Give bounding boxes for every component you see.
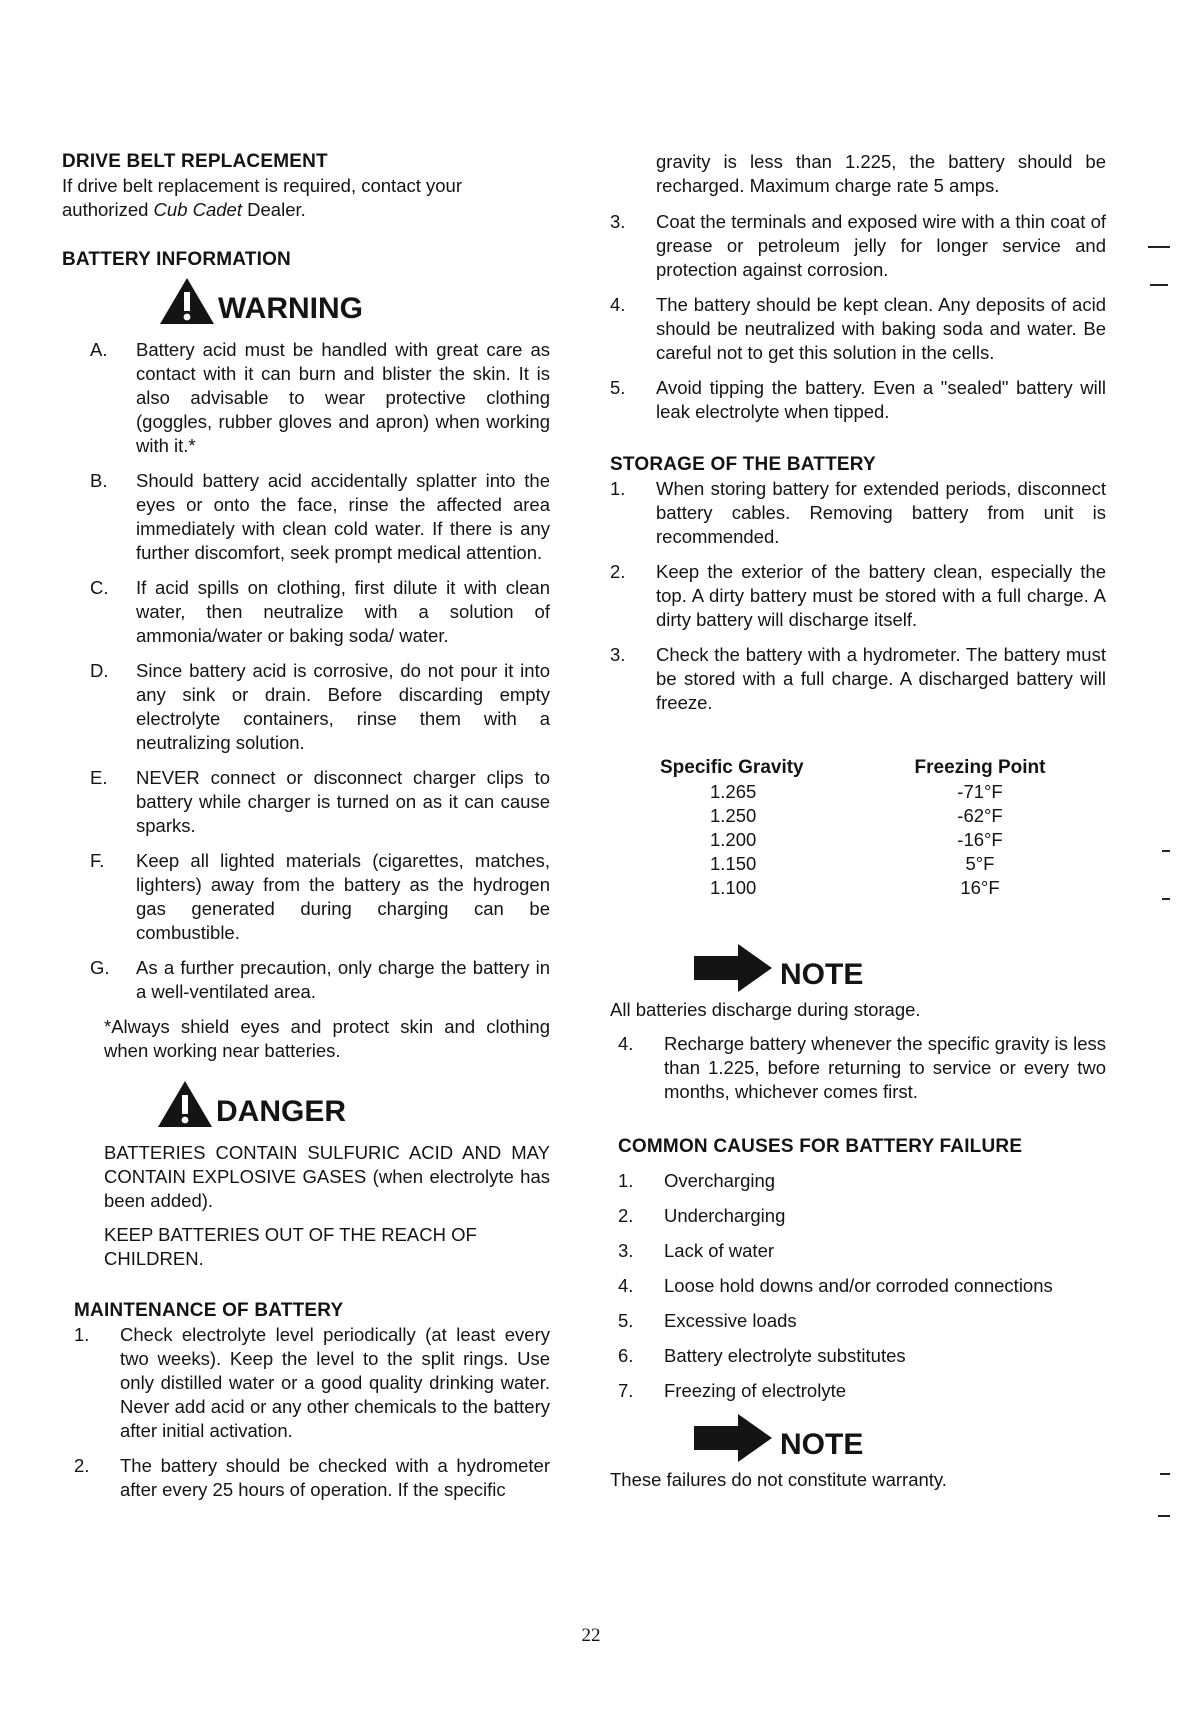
list-item <box>90 766 550 838</box>
freezing-point-cell: -62°F <box>957 805 1003 826</box>
list-text: Avoid tipping the battery. Even a "sealed" battery will leak electrolyte when tipped. <box>656 377 1106 422</box>
list-item <box>610 477 1106 549</box>
list-text: Recharge battery whenever the specific gravity is less than 1.225, before returning to service or every two months, whichever comes first. <box>664 1033 1106 1102</box>
list-item <box>90 956 550 1004</box>
list-item <box>610 560 1106 632</box>
list-text: Excessive loads <box>664 1310 797 1331</box>
list-text: Overcharging <box>664 1170 776 1191</box>
list-text: Coat the terminals and exposed wire with a thin coat of grease or petroleum jelly for longer service and protection against corrosion. <box>656 211 1106 280</box>
left-column <box>62 150 550 1513</box>
failure-list <box>618 1169 1106 1403</box>
table-row <box>660 876 1050 900</box>
list-marker: C. <box>90 577 109 598</box>
list-text: The battery should be kept clean. Any deposits of acid should be neutralized with baking soda and water. Be careful not to get this solution in the cells. <box>656 294 1106 363</box>
list-text: Freezing of electrolyte <box>664 1380 847 1401</box>
list-item <box>618 1032 1106 1104</box>
drive-belt-text <box>62 174 550 222</box>
danger-text-1: BATTERIES CONTAIN SULFURIC ACID AND MAY CONTAIN EXPLOSIVE GASES (when electrolyte has been added). <box>104 1142 550 1211</box>
list-marker: G. <box>90 957 110 978</box>
list-item <box>90 338 550 458</box>
list-text: Loose hold downs and/or corroded connections <box>664 1275 1053 1296</box>
failure-heading: COMMON CAUSES FOR BATTERY FAILURE <box>618 1136 1023 1157</box>
freezing-point-table <box>660 756 1050 900</box>
list-text: Should battery acid accidentally splatter into the eyes or onto the face, rinse the affected area immediately with clean cold water. If there is any further discomfort, seek prompt medical attention. <box>136 470 550 563</box>
freezing-point-cell: -16°F <box>957 829 1003 850</box>
list-marker: 3. <box>610 211 626 232</box>
freezing-point-cell: -71°F <box>957 781 1003 802</box>
margin-mark <box>1150 284 1168 286</box>
list-item <box>74 1454 550 1502</box>
list-text: When storing battery for extended periods, disconnect battery cables. Removing battery from unit is recommended. <box>656 478 1106 547</box>
table-row <box>660 804 1050 828</box>
table-row <box>660 780 1050 804</box>
danger-label: DANGER <box>216 1095 347 1128</box>
danger-triangle-icon <box>156 1079 214 1129</box>
list-item <box>90 659 550 755</box>
maintenance-list <box>74 1323 550 1502</box>
list-text: Battery electrolyte substitutes <box>664 1345 906 1366</box>
margin-mark <box>1158 1515 1170 1517</box>
list-item <box>610 210 1106 282</box>
list-marker: 2. <box>74 1455 90 1476</box>
danger-banner <box>156 1079 550 1129</box>
list-marker: 4. <box>618 1033 634 1054</box>
list-marker: 1. <box>74 1324 90 1345</box>
list-marker: 4. <box>618 1275 634 1296</box>
table-row <box>660 852 1050 876</box>
list-text: If acid spills on clothing, first dilute it with clean water, then neutralize with a solution of ammonia/water or baking soda/ water. <box>136 577 550 646</box>
list-item <box>90 849 550 945</box>
drive-belt-heading: DRIVE BELT REPLACEMENT <box>62 151 328 172</box>
list-marker: 1. <box>610 478 626 499</box>
list-text: Battery acid must be handled with great care as contact with it can burn and blister the skin. It is also advisable to wear protective clothing (goggles, rubber gloves and apron) when working with it.* <box>136 339 550 456</box>
note-label-storage: NOTE <box>780 958 864 991</box>
list-item <box>90 576 550 648</box>
list-item <box>618 1309 1106 1333</box>
margin-mark <box>1162 898 1170 900</box>
note-banner-storage <box>694 944 1106 992</box>
list-item <box>618 1204 1106 1228</box>
list-marker: D. <box>90 660 109 681</box>
note-text-failure: These failures do not constitute warranty. <box>610 1469 947 1490</box>
list-marker: 4. <box>610 294 626 315</box>
freezing-point-cell: 5°F <box>965 853 995 874</box>
specific-gravity-cell: 1.200 <box>710 829 757 850</box>
specific-gravity-cell: 1.265 <box>710 781 757 802</box>
list-text: As a further precaution, only charge the battery in a well-ventilated area. <box>136 957 550 1002</box>
storage-item-4-list <box>618 1032 1106 1104</box>
list-item <box>90 469 550 565</box>
margin-mark <box>1160 1473 1170 1475</box>
list-text: Check electrolyte level periodically (at least every two weeks). Keep the level to the split rings. Use only distilled water or a good quality drinking water. Never add acid or any other chemicals to the battery after initial activation. <box>120 1324 550 1441</box>
list-text: NEVER connect or disconnect charger clips to battery while charger is turned on as it can cause sparks. <box>136 767 550 836</box>
list-text: Since battery acid is corrosive, do not pour it into any sink or drain. Before discarding empty electrolyte containers, rinse them with a neutralizing solution. <box>136 660 550 753</box>
list-marker: 3. <box>618 1240 634 1261</box>
list-marker: 3. <box>610 644 626 665</box>
table-row <box>660 828 1050 852</box>
list-marker: 5. <box>618 1310 634 1331</box>
list-item <box>74 1323 550 1443</box>
drive-belt-text-part: If drive belt replacement is required, contact your authorized <box>62 175 462 220</box>
list-marker: 5. <box>610 377 626 398</box>
right-column <box>610 150 1106 1492</box>
list-marker: 2. <box>610 561 626 582</box>
page-number: 22 <box>581 1625 601 1646</box>
list-marker: F. <box>90 850 105 871</box>
list-item <box>618 1239 1106 1263</box>
danger-text-2: KEEP BATTERIES OUT OF THE REACH OF CHILDREN. <box>104 1224 477 1269</box>
warning-label: WARNING <box>218 292 363 325</box>
list-item <box>618 1344 1106 1368</box>
note-banner-failure <box>694 1414 1106 1462</box>
note-arrow-icon <box>694 944 774 992</box>
list-text: The battery should be checked with a hydrometer after every 25 hours of operation. If the specific <box>120 1455 550 1500</box>
list-text: Check the battery with a hydrometer. The battery must be stored with a full charge. A discharged battery will freeze. <box>656 644 1106 713</box>
storage-list <box>610 477 1106 715</box>
list-marker: 1. <box>618 1170 634 1191</box>
list-marker: B. <box>90 470 108 491</box>
warning-triangle-icon <box>158 276 216 326</box>
list-item <box>618 1274 1106 1298</box>
list-item <box>610 643 1106 715</box>
brand-name: Cub Cadet <box>153 199 242 220</box>
maintenance-continued-list <box>610 210 1106 424</box>
specific-gravity-cell: 1.150 <box>710 853 757 874</box>
list-item <box>610 293 1106 365</box>
list-marker: 6. <box>618 1345 634 1366</box>
margin-mark <box>1162 850 1170 852</box>
maintenance-heading: MAINTENANCE OF BATTERY <box>74 1300 344 1321</box>
warning-footnote: *Always shield eyes and protect skin and clothing when working near batteries. <box>104 1016 550 1061</box>
list-item <box>610 376 1106 424</box>
specific-gravity-cell: 1.100 <box>710 877 757 898</box>
maintenance-continuation: gravity is less than 1.225, the battery should be recharged. Maximum charge rate 5 amps. <box>656 151 1106 196</box>
table-header-freezing-point: Freezing Point <box>914 757 1046 778</box>
list-item <box>618 1169 1106 1193</box>
note-arrow-icon <box>694 1414 774 1462</box>
warning-list <box>90 338 550 1004</box>
note-label-failure: NOTE <box>780 1428 864 1461</box>
margin-mark <box>1148 246 1170 248</box>
freezing-point-cell: 16°F <box>960 877 1000 898</box>
list-marker: E. <box>90 767 108 788</box>
battery-info-heading: BATTERY INFORMATION <box>62 249 291 270</box>
list-marker: A. <box>90 339 108 360</box>
warning-banner <box>158 276 550 326</box>
specific-gravity-cell: 1.250 <box>710 805 757 826</box>
list-text: Keep the exterior of the battery clean, especially the top. A dirty battery must be stored with a full charge. A dirty battery will discharge itself. <box>656 561 1106 630</box>
list-item <box>618 1379 1106 1403</box>
list-marker: 7. <box>618 1380 634 1401</box>
list-marker: 2. <box>618 1205 634 1226</box>
table-header-specific-gravity: Specific Gravity <box>660 757 804 778</box>
list-text: Undercharging <box>664 1205 786 1226</box>
list-text: Keep all lighted materials (cigarettes, matches, lighters) away from the battery as the hydrogen gas generated during charging can be combustible. <box>136 850 550 943</box>
note-text-storage: All batteries discharge during storage. <box>610 999 921 1020</box>
list-text: Lack of water <box>664 1240 775 1261</box>
storage-heading: STORAGE OF THE BATTERY <box>610 454 876 475</box>
drive-belt-text-end: Dealer. <box>242 199 306 220</box>
